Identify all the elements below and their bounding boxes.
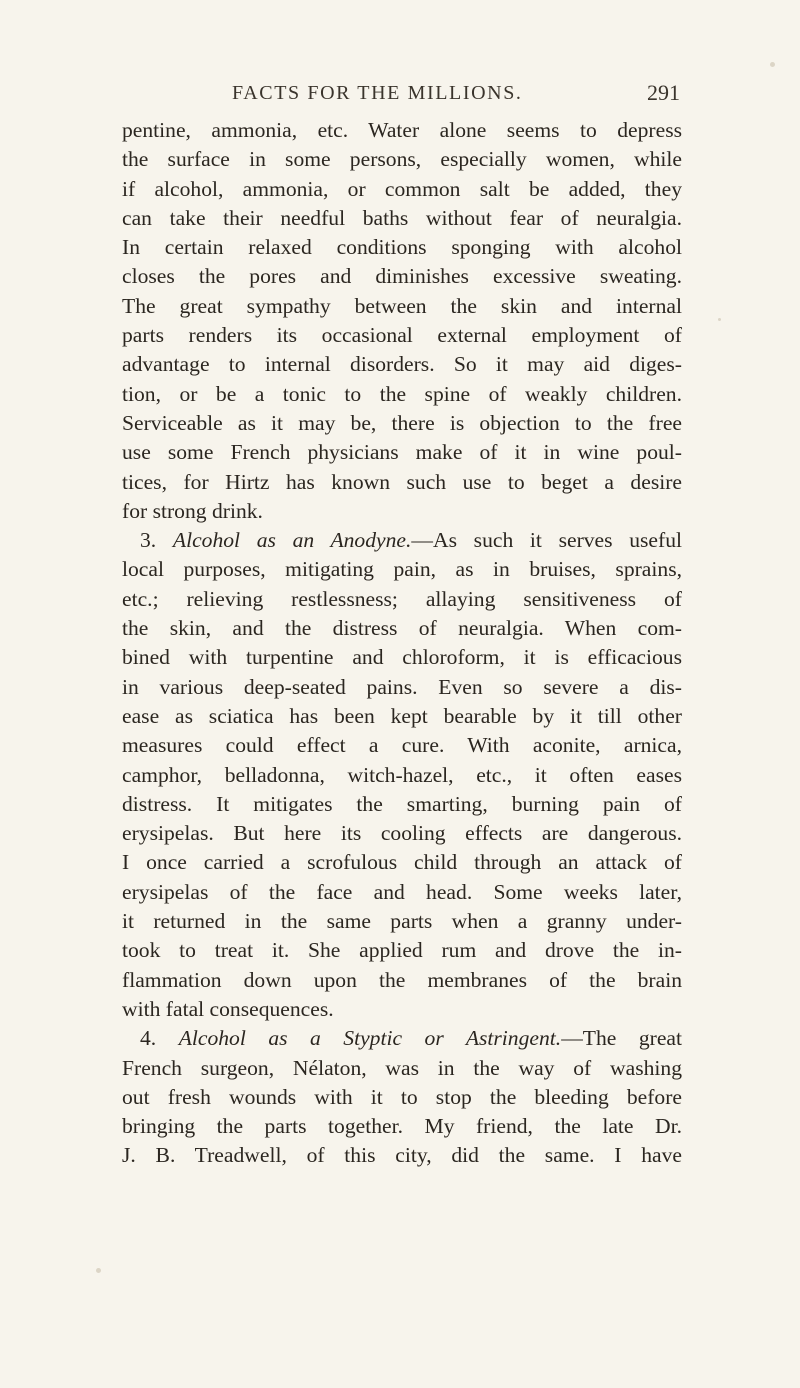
text-line: erysipelas. But here its cooling effects are dangerous. xyxy=(122,821,682,846)
text-line: measures could effect a cure. With aconite, arnica, xyxy=(122,733,682,758)
text-line: French surgeon, Nélaton, was in the way of washing xyxy=(122,1055,682,1080)
text-line: closes the pores and diminishes excessive sweating. xyxy=(122,264,682,289)
text-line: camphor, belladonna, witch-hazel, etc., it often eases xyxy=(122,762,682,787)
text-line: it returned in the same parts when a granny under- xyxy=(122,909,682,934)
text-line: ease as sciatica has been kept bearable by it till other xyxy=(122,703,682,728)
text-line: The great sympathy between the skin and internal xyxy=(122,293,682,318)
text-line: Serviceable as it may be, there is objection to the free xyxy=(122,410,682,435)
text-line: I once carried a scrofulous child through an attack of xyxy=(122,850,682,875)
text-line: pentine, ammonia, etc. Water alone seems to depress xyxy=(122,118,682,142)
text-line: the surface in some persons, especially women, while xyxy=(122,147,682,172)
text-line: if alcohol, ammonia, or common salt be added, they xyxy=(122,176,682,201)
text-line: In certain relaxed conditions sponging with alcohol xyxy=(122,235,682,260)
text-line: flammation down upon the membranes of the brain xyxy=(122,967,682,992)
text-line: can take their needful baths without fear of neuralgia. xyxy=(122,205,682,230)
text-line: use some French physicians make of it in wine poul- xyxy=(122,440,682,465)
text-line: tices, for Hirtz has known such use to beget a desire xyxy=(122,469,682,494)
paper-speck xyxy=(96,1268,101,1273)
text-line: took to treat it. She applied rum and drove the in- xyxy=(122,938,682,963)
section-heading: Alcohol as a Styptic or Astringent. xyxy=(178,1026,562,1051)
text-line: bringing the parts together. My friend, the late Dr. xyxy=(122,1114,682,1139)
section-heading: Alcohol as an Anodyne. xyxy=(172,528,412,553)
section-text: —As such it serves useful xyxy=(411,528,682,553)
section-number: 3. xyxy=(140,528,157,553)
text-line: tion, or be a tonic to the spine of weakly children. xyxy=(122,381,682,406)
text-line: with fatal consequences. xyxy=(122,996,334,1021)
running-title: FACTS FOR THE MILLIONS. xyxy=(232,82,523,104)
text-line: for strong drink. xyxy=(122,498,263,523)
section-4-first-line xyxy=(122,1024,682,1053)
text-line: local purposes, mitigating pain, as in bruises, sprains, xyxy=(122,557,682,582)
running-head xyxy=(232,82,680,112)
paper-speck xyxy=(770,62,775,67)
section-number: 4. xyxy=(140,1026,157,1051)
text-line: J. B. Treadwell, of this city, did the same. I have xyxy=(122,1143,682,1168)
section-text: —The great xyxy=(561,1026,682,1051)
body-text xyxy=(122,116,682,1171)
text-line: in various deep-seated pains. Even so severe a dis- xyxy=(122,674,682,699)
text-line: bined with turpentine and chloroform, it is efficacious xyxy=(122,645,682,670)
page-number: 291 xyxy=(647,80,680,105)
text-line: advantage to internal disorders. So it may aid diges- xyxy=(122,352,682,377)
text-line: the skin, and the distress of neuralgia. When com- xyxy=(122,616,682,641)
paper-speck xyxy=(718,318,721,321)
text-line: distress. It mitigates the smarting, burning pain of xyxy=(122,791,682,816)
text-line: parts renders its occasional external employment of xyxy=(122,323,682,348)
text-line: etc.; relieving restlessness; allaying sensitiveness of xyxy=(122,586,682,611)
text-line: out fresh wounds with it to stop the bleeding before xyxy=(122,1084,682,1109)
section-3-first-line xyxy=(122,526,682,555)
text-line: erysipelas of the face and head. Some weeks later, xyxy=(122,879,682,904)
